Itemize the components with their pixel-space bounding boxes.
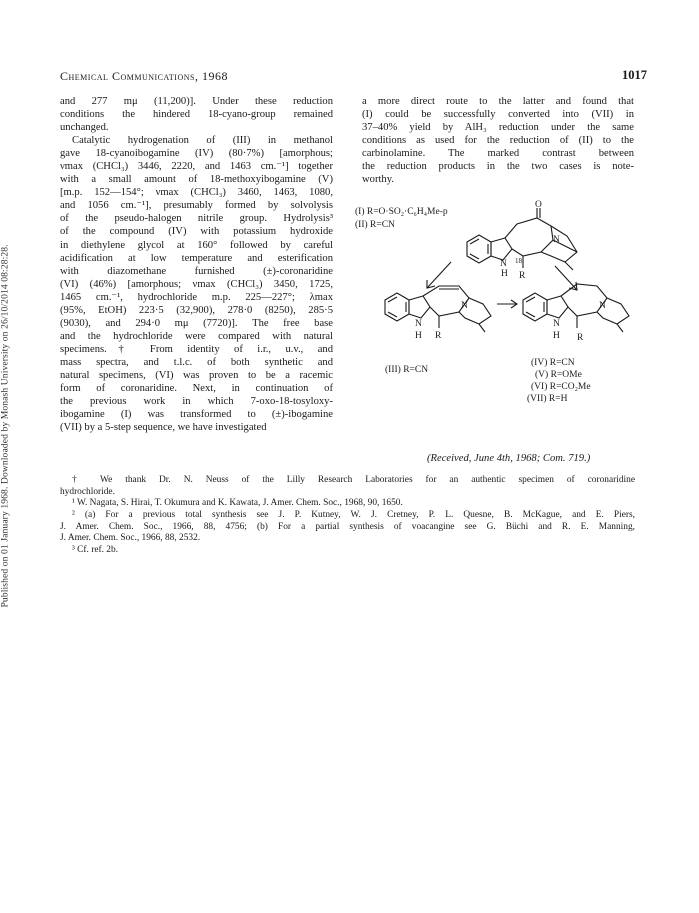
compound-label-vi: (VI) R=CO₂Me — [531, 382, 591, 392]
text-line: the previous work in which 7-oxo-18-tosyloxy- — [60, 396, 333, 408]
text-line: worthy. — [362, 174, 394, 186]
text-line: mass spectra, and t.l.c. of both synthetic and — [60, 356, 333, 368]
text-line: of the pseudo-halogen nitrile group. Hydrolysis³ — [60, 213, 333, 225]
atom-label-n: N — [599, 301, 606, 311]
atom-label-o: O — [535, 200, 542, 210]
left-column — [60, 95, 333, 434]
footnote-line: † We thank Dr. N. Neuss of the Lilly Research Laboratories for an authentic specimen of coronaridine — [72, 475, 635, 485]
text-line: (VI) (46%) [amorphous; νmax (CHCl₃) 3450, 1725, — [60, 278, 333, 290]
text-line: (VII) by a 5-step sequence, we have investigated — [60, 422, 267, 434]
atom-label-n: N — [461, 301, 468, 311]
compound-label-iii: (III) R=CN — [385, 365, 429, 375]
atom-label-n: N — [553, 235, 560, 245]
text-line: natural specimens, (VI) was proven to be a racemic — [60, 369, 333, 381]
text-line: νmax (CHCl₃) 3446, 2220, and 1463 cm.⁻¹] together — [60, 161, 333, 173]
text-line: carbinolamine. The marked contrast between — [362, 148, 634, 160]
text-line: with diazomethane furnished (±)-coronaridine — [60, 265, 333, 277]
footnote-line: J. Amer. Chem. Soc., 1966, 88, 4756; (b) For a partial synthesis of voacangine see G. Büchi and R. E. Manning, — [60, 521, 635, 532]
text-line: specimens.† From identity of i.r., u.v., and — [60, 343, 333, 355]
locant-18: 18 — [515, 257, 522, 265]
atom-label-h: H — [501, 269, 508, 279]
compound-label-i: (I) R=O·SO₂·C₆H₄Me-p — [355, 207, 448, 217]
text-line: with a small amount of 18-methoxyibogamine (V) — [60, 174, 333, 186]
text-line: acidification at low temperature and esterification — [60, 252, 333, 264]
structure-diagram — [355, 200, 640, 440]
atom-label-r: R — [519, 271, 526, 281]
atom-label-n: N — [500, 259, 507, 269]
atom-label-h: H — [553, 331, 560, 341]
text-line: and 1056 cm.⁻¹], presumably formed by solvolysis — [60, 200, 333, 212]
reaction-scheme — [355, 200, 640, 440]
text-line: and 277 mμ (11,200)]. Under these reduction — [60, 96, 333, 107]
right-column — [362, 95, 634, 186]
text-line: conditions the hindered 18-cyano-group remained — [60, 109, 333, 121]
atom-label-h: H — [415, 331, 422, 341]
received-date: (Received, June 4th, 1968; Com. 719.) — [427, 453, 591, 464]
atom-label-n: N — [415, 319, 422, 329]
footnote-line: ² (a) For a previous total synthesis see J. P. Kutney, W. J. Cretney, P. L. Quesne, B. McKague, and E. Piers, — [72, 510, 635, 521]
pyrrole-ring-top — [491, 238, 512, 260]
text-line: in diethylene glycol at 160° followed by careful — [60, 239, 333, 251]
atom-label-n: N — [553, 319, 560, 329]
text-line: the reduction products in the two cases is note- — [362, 161, 634, 173]
text-line: ibogamine (I) was transformed to (±)-ibogamine — [60, 409, 333, 421]
text-line: unchanged. — [60, 122, 109, 134]
page-number: 1017 — [622, 68, 647, 82]
footnote-line: J. Amer. Chem. Soc., 1966, 88, 2532. — [60, 533, 201, 544]
text-line: 37–40% yield by AlH₃ reduction under the same — [362, 122, 634, 134]
compound-label-iv: (IV) R=CN — [531, 358, 575, 368]
atom-label-r: R — [435, 331, 442, 341]
text-line: of the compound (IV) with potassium hydroxide — [60, 226, 333, 238]
text-line: (9030), and 294·0 mμ (7720)]. The free base — [60, 317, 333, 329]
footnotes — [60, 475, 635, 557]
arrow-left — [427, 262, 451, 288]
footnote-line: hydrochloride. — [60, 486, 115, 497]
text-line: (95%, EtOH) 223·5 (32,900), 278·0 (8250), 285·5 — [60, 304, 333, 316]
running-head: Chemical Communications, 1968 — [60, 69, 228, 83]
text-line: gave 18-cyanoibogamine (IV) (80·7%) [amorphous; — [60, 148, 333, 160]
text-line: and the hydrochloride were compared with natural — [60, 330, 333, 342]
text-line: [m.p. 152—154°; νmax (CHCl₃) 3460, 1463, 1080, — [60, 187, 333, 199]
atom-label-r: R — [577, 333, 584, 343]
footnote-line: ³ Cf. ref. 2b. — [72, 545, 119, 556]
compound-label-v: (V) R=OMe — [535, 370, 582, 380]
text-line: a more direct route to the latter and found that — [362, 96, 634, 107]
text-line: (I) could be successfully converted into (VII) in — [362, 109, 634, 121]
download-watermark: Published on 01 January 1968. Downloaded by Monash University on 26/10/2014 08:28:28. — [0, 244, 11, 608]
compound-label-ii: (II) R=CN — [355, 220, 395, 230]
text-line: form of coronaridine. Next, in continuation of — [60, 383, 333, 395]
text-line: conditions as used for the reduction of (II) to the — [362, 135, 634, 147]
text-line: 1465 cm.⁻¹, hydrochloride m.p. 225—227°; λmax — [60, 291, 333, 303]
compound-label-vii: (VII) R=H — [527, 394, 568, 404]
footnote-line: ¹ W. Nagata, S. Hirai, T. Okumura and K. Kawata, J. Amer. Chem. Soc., 1968, 90, 1650. — [72, 498, 403, 509]
azepine-ring-top — [505, 218, 553, 256]
text-line: Catalytic hydrogenation of (III) in methanol — [72, 135, 333, 147]
